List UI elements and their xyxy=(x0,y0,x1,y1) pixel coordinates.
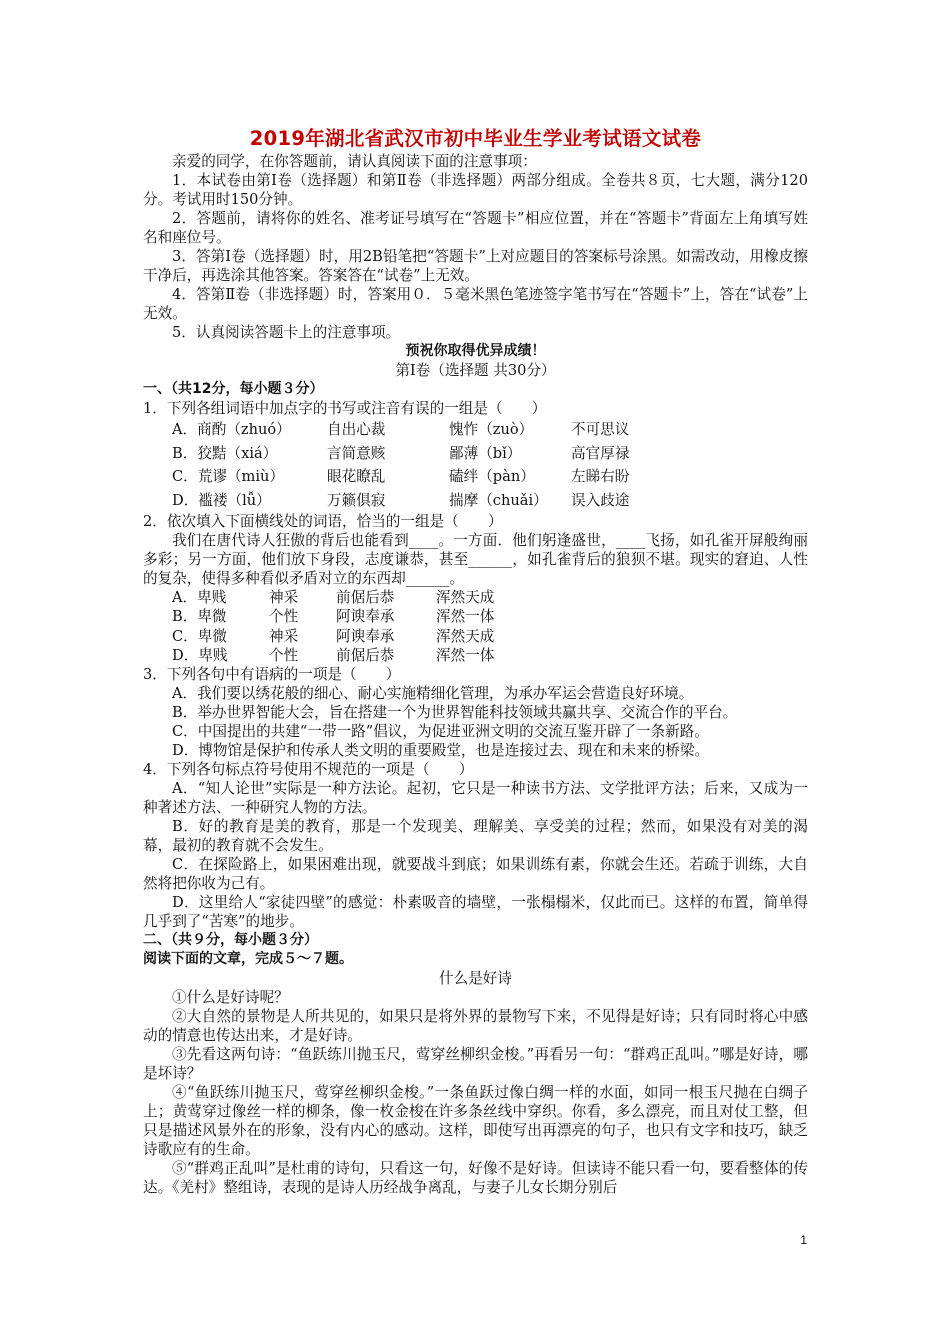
q2-a-2: 神采 xyxy=(269,589,299,606)
part1-heading: 第Ⅰ卷（选择题 共30分） xyxy=(395,362,556,379)
article-paragraph-2: ②大自然的景物是人所共见的，如果只是将外界的景物写下来，不见得是好诗；只有同时将心中感动的情意也传达出来，才是好诗。 xyxy=(143,1008,808,1045)
page-content xyxy=(143,126,808,1197)
q2-d-4: 浑然一体 xyxy=(436,646,495,664)
q1-c-1: C．荒谬（miù） xyxy=(172,468,285,485)
q3-option-a: A．我们要以绣花般的细心、耐心实施精细化管理，为承办军运会营造良好环境。 xyxy=(172,685,694,703)
section2-heading: 二、（共９分，每小题３分） xyxy=(143,932,318,949)
q3-option-c: C．中国提出的共建“一带一路”倡议，为促进亚洲文明的交流互鉴开辟了一条新路。 xyxy=(172,723,709,741)
q4-option-d: D．这里给人“家徒四壁”的感觉：朴素吸音的墙壁，一张榻榻米，仅此而已。这样的布置，简单得几乎到了“苦寒”的地步。 xyxy=(143,894,808,931)
q1-d-3: 揣摩（chuǎi） xyxy=(449,491,548,509)
intro-wish: 预祝你取得优异成绩！ xyxy=(405,343,546,359)
q1-b-4: 高官厚禄 xyxy=(571,444,630,462)
q3-option-d: D．博物馆是保护和传承人类文明的重要殿堂，也是连接过去、现在和未来的桥梁。 xyxy=(172,742,710,760)
intro-note-5: 5．认真阅读答题卡上的注意事项。 xyxy=(172,324,401,341)
exam-title: 2019年湖北省武汉市初中毕业生学业考试语文试卷 xyxy=(249,127,702,150)
intro-greeting: 亲爱的同学，在你答题前，请认真阅读下面的注意事项： xyxy=(172,153,537,170)
q1-d-2: 万籁俱寂 xyxy=(327,491,386,509)
q2-b-2: 个性 xyxy=(269,608,299,626)
q4-option-b: B．好的教育是美的教育，那是一个发现美、理解美、享受美的过程；然而，如果没有对美的渴幕，最初的教育就不会发生。 xyxy=(143,818,808,855)
article-paragraph-3: ③先看这两句诗：“鱼跃练川抛玉尺，莺穿丝柳织金梭。”再看另一句：“群鸡正乱叫。”哪是好诗，哪是坏诗？ xyxy=(143,1046,808,1083)
q2-b-4: 浑然一体 xyxy=(436,608,495,626)
q2-c-2: 神采 xyxy=(269,627,299,645)
q2-c-4: 浑然天成 xyxy=(436,627,495,645)
q1-a-3: 愧怍（zuò） xyxy=(449,421,534,438)
q2-a-1: A．卑贱 xyxy=(172,589,227,606)
article-paragraph-1: ①什么是好诗呢？ xyxy=(172,989,289,1007)
q4-stem: 4．下列各句标点符号使用不规范的一项是（ ） xyxy=(143,761,474,779)
intro-note-2: 2．答题前，请将你的姓名、准考证号填写在“答题卡”相应位置，并在“答题卡”背面左上角填写姓名和座位号。 xyxy=(143,210,808,246)
q2-d-1: D．卑贱 xyxy=(172,646,228,664)
q1-option-c xyxy=(143,465,808,489)
q3-stem: 3．下列各句中有语病的一项是（ ） xyxy=(143,666,401,684)
q4-option-c: C．在探险路上，如果困难出现，就要战斗到底；如果训练有素，你就会生还。若疏于训练，大自然将把你收为己有。 xyxy=(143,856,808,893)
q2-passage: 我们在唐代诗人狂傲的背后也能看到____。一方面．他们躬逢盛世，____飞扬，如孔雀开屏般绚丽多彩；另一方面，他们放下身段，志度谦恭，甚至______，如孔雀背后的狼狈不堪。现实的窘迫、人性的复杂，使得多种看似矛盾对立的东西却______。 xyxy=(143,532,808,587)
q2-a-3: 前倨后恭 xyxy=(336,589,395,606)
q2-option-b xyxy=(143,607,808,626)
q1-b-2: 言简意赅 xyxy=(327,444,386,462)
q1-b-3: 鄙薄（bǐ） xyxy=(449,444,522,462)
q2-option-a xyxy=(143,588,808,607)
section1-heading: 一、（共12分，每小题３分） xyxy=(143,381,324,397)
q2-a-4: 浑然天成 xyxy=(436,589,495,606)
intro-note-1: 1．本试卷由第Ⅰ卷（选择题）和第Ⅱ卷（非选择题）两部分组成。全卷共８页，七大题，满分120分。考试用时150分钟。 xyxy=(143,172,808,208)
q4-option-a: A．“知人论世”实际是一种方法论。起初，它只是一种读书方法、文学批评方法；后来，又成为一种著述方法、一种研究人物的方法。 xyxy=(143,780,808,817)
q3-option-b: B．举办世界智能大会，旨在搭建一个为世界智能科技领域共赢共享、交流合作的平台。 xyxy=(172,704,738,722)
q1-a-2: 自出心裁 xyxy=(327,421,386,438)
q2-option-d xyxy=(143,646,808,665)
q1-c-3: 磕绊（pàn） xyxy=(449,468,535,485)
q1-a-1: A．商酌（zhuó） xyxy=(172,421,291,438)
section2-instruction: 阅读下面的文章，完成５～７题。 xyxy=(143,951,353,968)
q1-c-4: 左睇右盼 xyxy=(571,468,630,485)
q1-d-4: 误入歧途 xyxy=(571,491,630,509)
article-paragraph-4: ④“鱼跃练川抛玉尺，莺穿丝柳织金梭。”一条鱼跃过像白绸一样的水面，如同一根玉尺抛在白绸子上；黄莺穿过像丝一样的柳条，像一枚金梭在许多条丝线中穿织。你看，多么漂亮，而且对仗工整，但只是描述风景外在的形象，没有内心的感动。这样，即使写出再漂亮的句子，也只有文字和技巧，缺乏诗歌应有的生命。 xyxy=(143,1084,808,1159)
q1-option-a xyxy=(143,418,808,442)
q1-a-4: 不可思议 xyxy=(571,421,630,438)
q1-option-b xyxy=(143,442,808,466)
q1-b-1: B．狡黠（xiá） xyxy=(172,444,278,462)
article-title: 什么是好诗 xyxy=(439,970,512,988)
q1-stem: 1．下列各组词语中加点字的书写或注音有误的一组是（ ） xyxy=(143,400,547,417)
q2-d-2: 个性 xyxy=(269,646,299,664)
q2-c-3: 阿谀奉承 xyxy=(336,627,395,645)
q2-b-1: B．卑微 xyxy=(172,608,227,626)
q2-stem: 2．依次填入下面横线处的词语，恰当的一组是（ ） xyxy=(143,513,503,530)
q1-d-1: D．褴褛（lǚ） xyxy=(172,491,271,509)
intro-note-3: 3．答第Ⅰ卷（选择题）时，用2B铅笔把“答题卡”上对应题目的答案标号涂黑。如需改动，用橡皮擦干净后，再选涂其他答案。答案答在“试卷”上无效。 xyxy=(143,248,808,284)
q2-b-3: 阿谀奉承 xyxy=(336,608,395,626)
article-paragraph-5: ⑤“群鸡正乱叫”是杜甫的诗句，只看这一句，好像不是好诗。但读诗不能只看一句，要看整体的传达。《羌村》整组诗，表现的是诗人历经战争离乱，与妻子儿女长期分别后 xyxy=(143,1160,808,1197)
q1-c-2: 眼花瞭乱 xyxy=(327,468,386,485)
q2-c-1: C．卑微 xyxy=(172,627,227,645)
q2-d-3: 前倨后恭 xyxy=(336,646,395,664)
q1-option-d xyxy=(143,489,808,513)
q2-option-c xyxy=(143,627,808,646)
intro-note-4: 4．答第Ⅱ卷（非选择题）时，答案用０．５毫米黑色笔迹签字笔书写在“答题卡”上，答在“试卷”上无效。 xyxy=(143,286,808,322)
page-number: 1 xyxy=(800,1233,807,1247)
